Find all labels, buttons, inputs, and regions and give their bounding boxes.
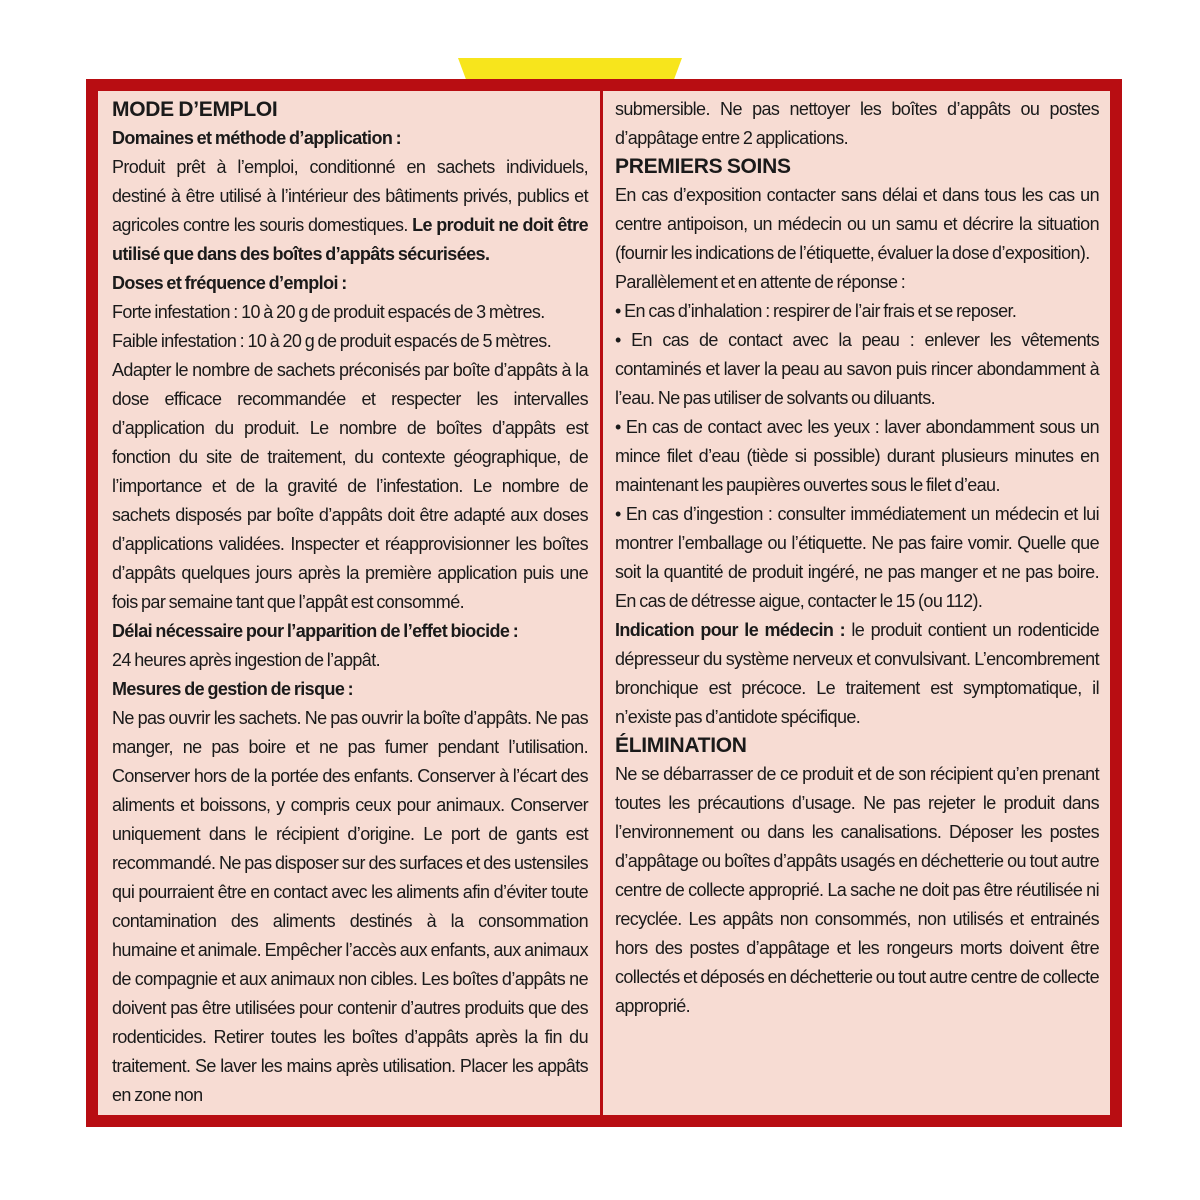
premiers-soins-ingestion: • En cas d’ingestion : consulter immédiatement un médecin et lui montrer l’emballage ou l’étiquette. Ne pas faire vomir. Quelle que soit la quantité de produit ingéré, ne pas manger et ne pas boire. En cas de détresse aigue, contacter le 15 (ou 112). <box>615 504 1099 611</box>
mesures-text: Ne pas ouvrir les sachets. Ne pas ouvrir la boîte d’appâts. Ne pas manger, ne pas boire et ne pas fumer pendant l’utilisation. Conserver hors de la portée des enfants. Conserver à l’écart des aliments et boissons, y compris ceux pour animaux. Conserver uniquement dans le récipient d’origine. Le port de gants est recommandé. Ne pas disposer sur des surfaces et des ustensiles qui pourraient être en contact avec les aliments afin d’éviter toute contamination des aliments destinés à la consommation humaine et animale. Empêcher l’accès aux enfants, aux animaux de compagnie et aux animaux non cibles. Les boîtes d’appâts ne doivent pas être utilisées pour contenir d’autres produits que des rodenticides. Retirer toutes les boîtes d’appâts après la fin du traitement. Se laver les mains après utilisation. Placer les appâts en zone non <box>112 708 588 1105</box>
mesures-continued: submersible. Ne pas nettoyer les boîtes d’appâts ou postes d’appâtage entre 2 applications. <box>615 99 1099 148</box>
delai-text: 24 heures après ingestion de l’appât. <box>112 650 381 670</box>
medecin-label: Indication pour le médecin : <box>615 620 846 640</box>
doses-heading: Doses et fréquence d’emploi : <box>112 273 347 293</box>
domaines-heading: Domaines et méthode d’application : <box>112 128 402 148</box>
right-column <box>615 95 1099 1021</box>
domaines-bold-text: Le produit ne doit être utilisé que dans des boîtes d’appâts sécurisées. <box>112 215 589 264</box>
left-column <box>112 96 588 1110</box>
medecin-paragraph <box>615 616 1099 732</box>
doses-faible: Faible infestation : 10 à 20 g de produit espacés de 5 mètres. <box>112 331 552 351</box>
domaines-text: Produit prêt à l’emploi, conditionné en sachets individuels, destiné à être utilisé à l’intérieur des bâtiments privés, publics et agricoles contre les souris domestiques. <box>112 157 588 235</box>
premiers-soins-peau: • En cas de contact avec la peau : enlever les vêtements contaminés et laver la peau au savon puis rincer abondamment à l’eau. Ne pas utiliser de solvants ou diluants. <box>615 330 1099 408</box>
doses-forte: Forte infestation : 10 à 20 g de produit espacés de 3 mètres. <box>112 302 545 322</box>
delai-heading: Délai nécessaire pour l’apparition de l’effet biocide : <box>112 621 519 641</box>
premiers-soins-title: PREMIERS SOINS <box>615 155 791 178</box>
mode-emploi-title: MODE D’EMPLOI <box>112 98 278 121</box>
column-divider <box>600 91 603 1115</box>
premiers-soins-yeux: • En cas de contact avec les yeux : laver abondamment sous un mince filet d’eau (tiède si possible) durant plusieurs minutes en maintenant les paupières ouvertes sous le filet d’eau. <box>615 417 1099 495</box>
mesures-heading: Mesures de gestion de risque : <box>112 679 354 699</box>
premiers-soins-parallel: Parallèlement et en attente de réponse : <box>615 272 906 292</box>
elimination-title: ÉLIMINATION <box>615 734 747 757</box>
premiers-soins-intro: En cas d’exposition contacter sans délai et dans tous les cas un centre antipoison, un médecin ou un samu et décrire la situation (fournir les indications de l’étiquette, évaluer la dose d’exposition). <box>615 185 1099 263</box>
elimination-text: Ne se débarrasser de ce produit et de son récipient qu’en prenant toutes les précautions d’usage. Ne pas rejeter le produit dans l’environnement ou dans les canalisations. Déposer les postes d’appâtage ou boîtes d’appâts usagés en déchetterie ou tout autre centre de collecte approprié. La sache ne doit pas être réutilisée ni recyclée. Les appâts non consommés, non utilisés et entrainés hors des postes d’appâtage et les rongeurs morts doivent être collectés et déposés en déchetterie ou tout autre centre de collecte approprié. <box>615 764 1099 1016</box>
medecin-text: le produit contient un rodenticide dépresseur du système nerveux et convulsivant. L’encombrement bronchique est précoce. Le traitement est symptomatique, il n’existe pas d’antidote spécifique. <box>615 620 1099 727</box>
doses-text: Adapter le nombre de sachets préconisés par boîte d’appâts à la dose efficace recommandée et respecter les intervalles d’application du produit. Le nombre de boîtes d’appâts est fonction du site de traitement, du contexte géographique, de l’importance et de la gravité de l’infestation. Le nombre de sachets disposés par boîte d’appâts doit être adapté aux doses d’applications validées. Inspecter et réapprovisionner les boîtes d’appâts quelques jours après la première application puis une fois par semaine tant que l’appât est consommé. <box>112 360 588 612</box>
premiers-soins-inhalation: • En cas d’inhalation : respirer de l’air frais et se reposer. <box>615 301 1017 321</box>
domaines-paragraph <box>112 153 588 269</box>
